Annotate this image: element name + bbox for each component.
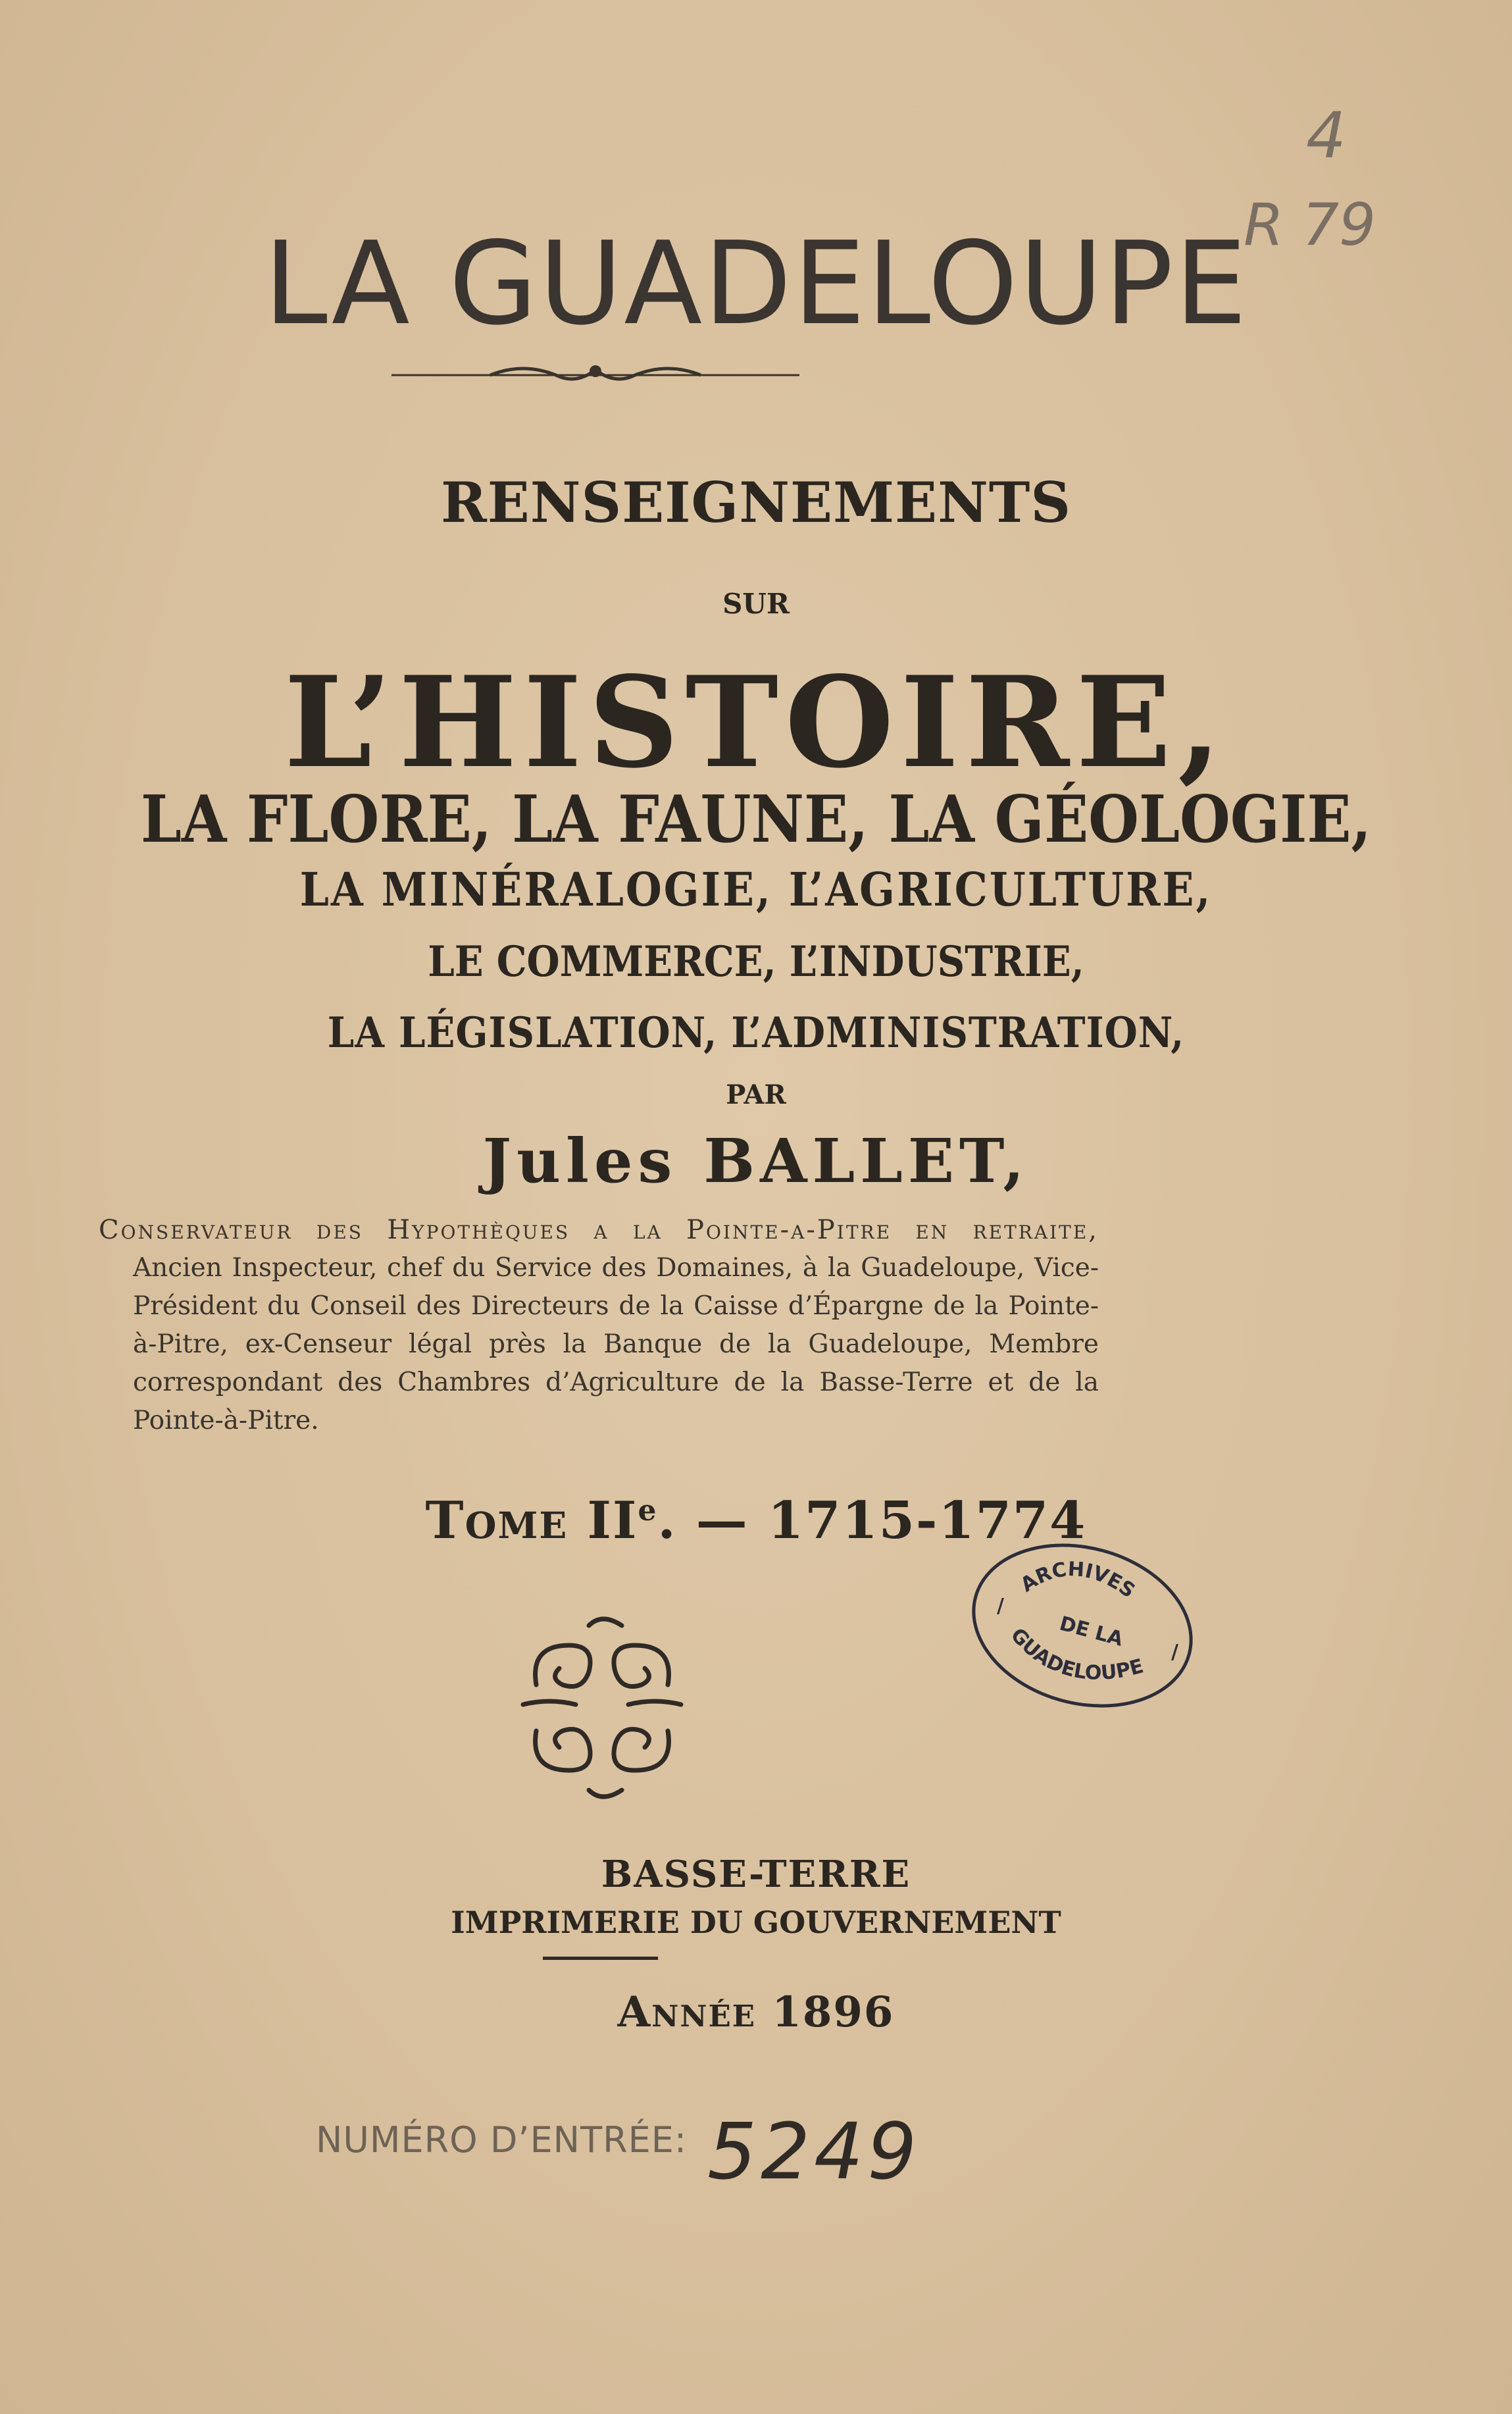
tome-line xyxy=(0,1491,1512,1551)
stamp-top-text: ARCHIVES xyxy=(1017,1557,1140,1603)
publisher-name: IMPRIMERIE DU GOUVERNEMENT xyxy=(451,1905,1061,1940)
corner-mark-number: 4 xyxy=(1306,99,1347,172)
entry-number: 5249 xyxy=(707,2106,921,2197)
subject-heading: L’HISTOIRE, xyxy=(284,649,1228,796)
author-bio xyxy=(99,1211,1099,1440)
publisher-city: BASSE-TERRE xyxy=(601,1853,911,1896)
ornament-rule xyxy=(391,355,799,395)
stamp-middle-text: DE LA xyxy=(1057,1612,1126,1651)
page-title: LA GUADELOUPE xyxy=(263,217,1249,351)
by-label: PAR xyxy=(726,1079,786,1110)
publisher-rule xyxy=(543,1957,658,1960)
corner-mark-code: R 79 xyxy=(1244,191,1376,259)
topics-line-4: LA LÉGISLATION, L’ADMINISTRATION, xyxy=(327,1008,1185,1058)
tome-number: II xyxy=(587,1491,638,1551)
tome-word: Tome xyxy=(425,1491,568,1551)
entry-number-label: NUMÉRO D’ENTRÉE: xyxy=(316,2119,688,2161)
stamp-slash-left: / xyxy=(997,1595,1004,1618)
publication-year: Année 1896 xyxy=(617,1988,895,2037)
topics-line-2: LA MINÉRALOGIE, L’AGRICULTURE, xyxy=(299,862,1213,917)
archives-stamp-icon xyxy=(964,1537,1201,1714)
subtitle-sur: SUR xyxy=(722,588,790,620)
author-bio-first-line: Conservateur des Hypothèques a la Pointe-a-Pitre en retraite, xyxy=(99,1215,1099,1245)
author-name: Jules BALLET, xyxy=(482,1125,1030,1196)
topics-line-1: LA FLORE, LA FAUNE, LA GÉOLOGIE, xyxy=(140,782,1372,858)
tome-suffix: e xyxy=(638,1494,658,1528)
topics-line-3: LE COMMERCE, L’INDUSTRIE, xyxy=(428,937,1084,987)
printers-ornament-icon xyxy=(510,1612,694,1803)
subtitle-renseignements: RENSEIGNEMENTS xyxy=(440,470,1072,535)
stamp-slash-right: / xyxy=(1171,1641,1178,1664)
author-bio-rest: Ancien Inspecteur, chef du Service des Domaines, à la Guadeloupe, Vice-Président du Conseil des Directeurs de la Caisse d’Épargne de la Pointe-à-Pitre, ex-Censeur légal près la Banque de la Guadeloupe, Membre correspondant des Chambres d’Agriculture de la Basse-Terre et de la Pointe-à-Pitre. xyxy=(133,1253,1099,1435)
tome-range: . — 1715-1774 xyxy=(657,1491,1087,1551)
stamp-bottom-text: GUADELOUPE xyxy=(1005,1624,1146,1685)
